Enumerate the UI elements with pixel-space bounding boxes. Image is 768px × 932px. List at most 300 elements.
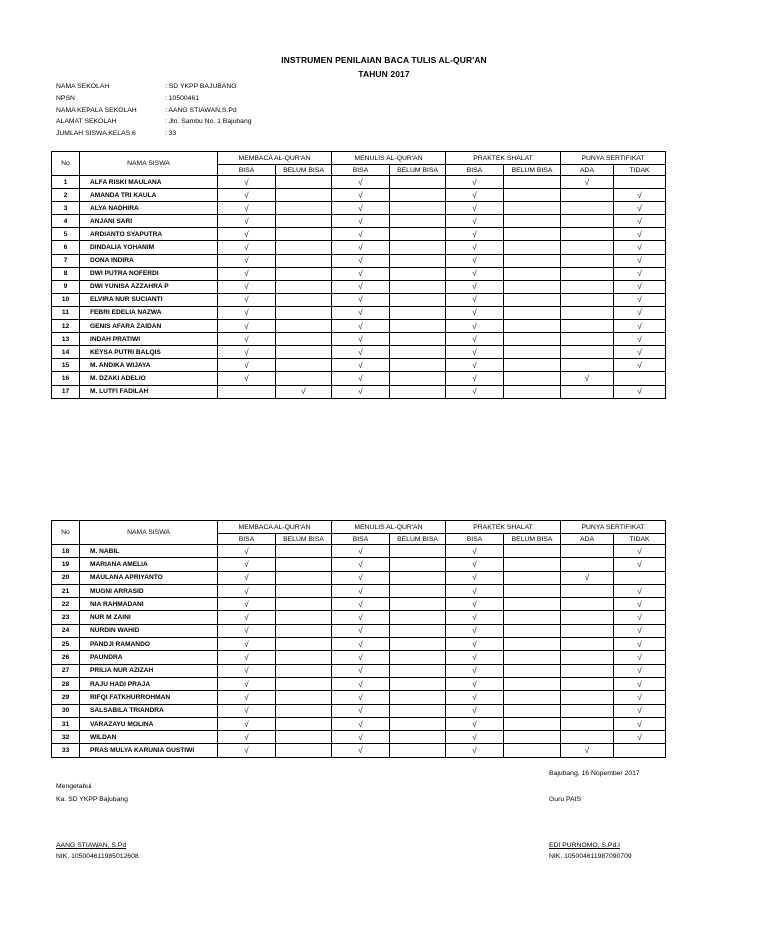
student-name: PRILIA NUR AZIZAH: [80, 664, 218, 677]
sub-header-belum-bisa: BELUM BISA: [504, 534, 561, 545]
student-number: 6: [52, 241, 80, 254]
check-mark-icon: √: [637, 559, 642, 569]
check-mark-icon: √: [358, 334, 363, 344]
mark-cell: [504, 677, 561, 690]
mark-cell: [504, 638, 561, 651]
check-mark-icon: √: [472, 347, 477, 357]
mark-cell: [504, 584, 561, 597]
check-mark-icon: √: [244, 295, 249, 305]
mark-cell: [390, 372, 446, 385]
mark-cell: [614, 545, 666, 558]
check-mark-icon: √: [637, 719, 642, 729]
mark-cell: [218, 333, 276, 346]
check-mark-icon: √: [358, 599, 363, 609]
student-row: [52, 346, 666, 359]
mark-cell: [390, 228, 446, 241]
mark-cell: [332, 691, 390, 704]
check-mark-icon: √: [244, 282, 249, 292]
mark-cell: [276, 215, 332, 228]
mark-cell: [218, 228, 276, 241]
mark-cell: [614, 254, 666, 267]
group-header-writing: MENULIS AL-QUR'AN: [332, 521, 446, 534]
mark-cell: [446, 638, 504, 651]
check-mark-icon: √: [358, 321, 363, 331]
student-name: INDAH PRATIWI: [80, 333, 218, 346]
mark-cell: [390, 638, 446, 651]
sub-header-bisa: BISA: [446, 534, 504, 545]
mark-cell: [276, 744, 332, 757]
mark-cell: [218, 545, 276, 558]
check-mark-icon: √: [637, 347, 642, 357]
mark-cell: [276, 691, 332, 704]
mark-cell: [332, 176, 390, 189]
mark-cell: [276, 254, 332, 267]
student-name: SALSABILA TRIANDRA: [80, 704, 218, 717]
student-number: 11: [52, 306, 80, 319]
mark-cell: [218, 241, 276, 254]
sub-header-bisa: BISA: [446, 165, 504, 176]
mark-cell: [332, 571, 390, 584]
check-mark-icon: √: [244, 732, 249, 742]
assessment-table-2: [51, 520, 666, 758]
mark-cell: [561, 691, 614, 704]
mark-cell: [390, 280, 446, 293]
mark-cell: [446, 744, 504, 757]
mark-cell: [276, 558, 332, 571]
check-mark-icon: √: [637, 334, 642, 344]
mark-cell: [504, 664, 561, 677]
student-number: 10: [52, 293, 80, 306]
sub-header-belum-bisa: BELUM BISA: [390, 534, 446, 545]
mark-cell: [614, 717, 666, 730]
mark-cell: [614, 624, 666, 637]
group-header-certificate: PUNYA SERTIFIKAT: [561, 152, 666, 165]
mark-cell: [561, 731, 614, 744]
student-name: DWI YUNISA AZZAHRA P: [80, 280, 218, 293]
mark-cell: [276, 333, 332, 346]
check-mark-icon: √: [358, 295, 363, 305]
mark-cell: [276, 306, 332, 319]
mark-cell: [218, 215, 276, 228]
check-mark-icon: √: [244, 706, 249, 716]
mark-cell: [614, 241, 666, 254]
student-row: [52, 584, 666, 597]
mark-cell: [218, 320, 276, 333]
mark-cell: [390, 254, 446, 267]
mark-cell: [218, 624, 276, 637]
student-number: 17: [52, 385, 80, 398]
mark-cell: [276, 293, 332, 306]
check-mark-icon: √: [472, 256, 477, 266]
student-name: GENIS AFARA ZAIDAN: [80, 320, 218, 333]
check-mark-icon: √: [472, 679, 477, 689]
student-name: M. LUTFI FADILAH: [80, 385, 218, 398]
check-mark-icon: √: [358, 746, 363, 756]
check-mark-icon: √: [472, 373, 477, 383]
mark-cell: [390, 611, 446, 624]
student-name: ALFA RISKI MAULANA: [80, 176, 218, 189]
mark-cell: [390, 664, 446, 677]
check-mark-icon: √: [584, 177, 590, 187]
mark-cell: [332, 215, 390, 228]
mark-cell: [390, 359, 446, 372]
student-row: [52, 293, 666, 306]
signature-date: Bajubang, 16 Nopember 2017: [549, 770, 640, 777]
mark-cell: [504, 385, 561, 398]
check-mark-icon: √: [637, 321, 642, 331]
right-signatory-nik: NIK. 105004611987090709: [549, 853, 632, 860]
mark-cell: [446, 624, 504, 637]
check-mark-icon: √: [637, 360, 642, 370]
mark-cell: [561, 372, 614, 385]
check-mark-icon: √: [358, 308, 363, 318]
check-mark-icon: √: [472, 559, 477, 569]
mark-cell: [614, 306, 666, 319]
mark-cell: [390, 385, 446, 398]
mark-cell: [390, 293, 446, 306]
check-mark-icon: √: [637, 308, 642, 318]
mark-cell: [446, 333, 504, 346]
student-row: [52, 176, 666, 189]
check-mark-icon: √: [244, 666, 249, 676]
student-number: 25: [52, 638, 80, 651]
check-mark-icon: √: [358, 256, 363, 266]
mark-cell: [332, 638, 390, 651]
student-number: 23: [52, 611, 80, 624]
info-value: : 33: [165, 130, 177, 138]
mark-cell: [561, 254, 614, 267]
mark-cell: [332, 189, 390, 202]
check-mark-icon: √: [358, 347, 363, 357]
check-mark-icon: √: [472, 243, 477, 253]
student-row: [52, 320, 666, 333]
mark-cell: [561, 385, 614, 398]
check-mark-icon: √: [358, 216, 363, 226]
mark-cell: [276, 677, 332, 690]
mark-cell: [614, 691, 666, 704]
mark-cell: [504, 359, 561, 372]
mark-cell: [504, 717, 561, 730]
student-name: RAJU HADI PRAJA: [80, 677, 218, 690]
sub-header-ada: ADA: [561, 534, 614, 545]
info-label: JUMLAH SISWA KELAS 6: [56, 130, 136, 138]
check-mark-icon: √: [472, 360, 477, 370]
check-mark-icon: √: [244, 626, 249, 636]
mark-cell: [276, 228, 332, 241]
mark-cell: [390, 202, 446, 215]
mark-cell: [332, 306, 390, 319]
student-row: [52, 651, 666, 664]
sub-header-tidak: TIDAK: [614, 534, 666, 545]
student-number: 7: [52, 254, 80, 267]
check-mark-icon: √: [472, 229, 477, 239]
mark-cell: [446, 359, 504, 372]
mark-cell: [614, 202, 666, 215]
check-mark-icon: √: [244, 229, 249, 239]
mark-cell: [504, 306, 561, 319]
check-mark-icon: √: [358, 243, 363, 253]
check-mark-icon: √: [244, 613, 249, 623]
mark-cell: [276, 664, 332, 677]
check-mark-icon: √: [244, 639, 249, 649]
mark-cell: [332, 228, 390, 241]
mark-cell: [614, 189, 666, 202]
check-mark-icon: √: [472, 216, 477, 226]
check-mark-icon: √: [358, 653, 363, 663]
student-name: M. NABIL: [80, 545, 218, 558]
mark-cell: [332, 267, 390, 280]
student-name: ELVIRA NUR SUCIANTI: [80, 293, 218, 306]
info-row-principal: [56, 105, 252, 117]
mark-cell: [390, 215, 446, 228]
mark-cell: [390, 571, 446, 584]
info-value: : Jln. Sambu No. 1 Bajubang: [165, 118, 252, 126]
mark-cell: [332, 598, 390, 611]
sub-header-bisa: BISA: [332, 165, 390, 176]
mark-cell: [218, 189, 276, 202]
sub-header-belum-bisa: BELUM BISA: [390, 165, 446, 176]
mark-cell: [446, 611, 504, 624]
mark-cell: [561, 320, 614, 333]
sub-header-belum-bisa: BELUM BISA: [276, 534, 332, 545]
student-row: [52, 333, 666, 346]
mark-cell: [332, 558, 390, 571]
student-row: [52, 372, 666, 385]
mark-cell: [218, 202, 276, 215]
mark-cell: [390, 598, 446, 611]
mark-cell: [614, 346, 666, 359]
mark-cell: [446, 241, 504, 254]
mark-cell: [446, 372, 504, 385]
document-year: TAHUN 2017: [358, 69, 410, 79]
mark-cell: [276, 704, 332, 717]
mark-cell: [561, 241, 614, 254]
mark-cell: [504, 202, 561, 215]
mark-cell: [446, 571, 504, 584]
check-mark-icon: √: [358, 626, 363, 636]
mark-cell: [561, 611, 614, 624]
mark-cell: [446, 267, 504, 280]
mark-cell: [561, 228, 614, 241]
check-mark-icon: √: [472, 282, 477, 292]
mark-cell: [276, 624, 332, 637]
column-header-name: NAMA SISWA: [80, 521, 218, 545]
mark-cell: [218, 744, 276, 757]
mark-cell: [390, 320, 446, 333]
header-row: [52, 521, 666, 534]
mark-cell: [218, 254, 276, 267]
mark-cell: [446, 704, 504, 717]
mark-cell: [218, 293, 276, 306]
mark-cell: [614, 385, 666, 398]
student-row: [52, 202, 666, 215]
student-row: [52, 611, 666, 624]
assessment-table-1: [51, 151, 666, 399]
student-row: [52, 241, 666, 254]
mark-cell: [446, 320, 504, 333]
mark-cell: [390, 346, 446, 359]
mark-cell: [561, 215, 614, 228]
check-mark-icon: √: [244, 360, 249, 370]
check-mark-icon: √: [637, 243, 642, 253]
check-mark-icon: √: [358, 586, 363, 596]
check-mark-icon: √: [637, 692, 642, 702]
mark-cell: [218, 677, 276, 690]
mark-cell: [614, 333, 666, 346]
student-number: 14: [52, 346, 80, 359]
mark-cell: [504, 293, 561, 306]
mark-cell: [561, 346, 614, 359]
mark-cell: [332, 333, 390, 346]
mark-cell: [332, 241, 390, 254]
mark-cell: [504, 176, 561, 189]
mark-cell: [218, 558, 276, 571]
student-row: [52, 717, 666, 730]
check-mark-icon: √: [637, 269, 642, 279]
mark-cell: [504, 571, 561, 584]
mark-cell: [390, 241, 446, 254]
mark-cell: [504, 215, 561, 228]
mark-cell: [561, 267, 614, 280]
mark-cell: [332, 744, 390, 757]
check-mark-icon: √: [244, 586, 249, 596]
group-header-certificate: PUNYA SERTIFIKAT: [561, 521, 666, 534]
sub-header-bisa: BISA: [218, 165, 276, 176]
mark-cell: [446, 346, 504, 359]
check-mark-icon: √: [244, 269, 249, 279]
mark-cell: [561, 638, 614, 651]
student-name: MARIANA AMELIA: [80, 558, 218, 571]
mark-cell: [504, 611, 561, 624]
mark-cell: [614, 176, 666, 189]
info-value: : 10500461: [165, 94, 200, 102]
mark-cell: [614, 677, 666, 690]
column-header-no: No: [52, 521, 80, 545]
mark-cell: [276, 372, 332, 385]
check-mark-icon: √: [358, 373, 363, 383]
header-row: [52, 152, 666, 165]
mark-cell: [446, 584, 504, 597]
check-mark-icon: √: [637, 732, 642, 742]
mark-cell: [218, 372, 276, 385]
mark-cell: [614, 215, 666, 228]
mark-cell: [332, 320, 390, 333]
mark-cell: [614, 228, 666, 241]
mark-cell: [446, 202, 504, 215]
mark-cell: [561, 176, 614, 189]
student-row: [52, 545, 666, 558]
check-mark-icon: √: [358, 229, 363, 239]
check-mark-icon: √: [637, 295, 642, 305]
mark-cell: [614, 744, 666, 757]
mark-cell: [614, 359, 666, 372]
check-mark-icon: √: [244, 203, 249, 213]
check-mark-icon: √: [244, 334, 249, 344]
mark-cell: [561, 202, 614, 215]
mark-cell: [332, 346, 390, 359]
mark-cell: [390, 717, 446, 730]
mark-cell: [504, 691, 561, 704]
mark-cell: [276, 359, 332, 372]
student-row: [52, 638, 666, 651]
mark-cell: [332, 293, 390, 306]
info-row-school-name: [56, 81, 252, 93]
student-name: RIFQI FATKHURROHMAN: [80, 691, 218, 704]
mark-cell: [561, 717, 614, 730]
column-header-no: No: [52, 152, 80, 176]
check-mark-icon: √: [358, 732, 363, 742]
check-mark-icon: √: [637, 203, 642, 213]
mark-cell: [446, 691, 504, 704]
student-number: 21: [52, 584, 80, 597]
mark-cell: [276, 598, 332, 611]
mark-cell: [218, 664, 276, 677]
check-mark-icon: √: [244, 256, 249, 266]
mark-cell: [332, 731, 390, 744]
group-header-reading: MEMBACA AL-QUR'AN: [218, 521, 332, 534]
student-name: DWI PUTRA NOFERDI: [80, 267, 218, 280]
right-signatory-role: Guru PAIS: [549, 796, 581, 803]
student-name: MAULANA APRIYANTO: [80, 571, 218, 584]
mark-cell: [504, 228, 561, 241]
check-mark-icon: √: [244, 719, 249, 729]
info-row-npsn: [56, 93, 252, 105]
mark-cell: [446, 545, 504, 558]
check-mark-icon: √: [244, 573, 249, 583]
mark-cell: [276, 280, 332, 293]
check-mark-icon: √: [637, 666, 642, 676]
mark-cell: [561, 677, 614, 690]
mark-cell: [332, 704, 390, 717]
check-mark-icon: √: [472, 639, 477, 649]
mark-cell: [390, 691, 446, 704]
mark-cell: [446, 306, 504, 319]
student-number: 8: [52, 267, 80, 280]
check-mark-icon: √: [244, 308, 249, 318]
student-name: PRAS MULYA KARUNIA GUSTIWI: [80, 744, 218, 757]
student-number: 3: [52, 202, 80, 215]
check-mark-icon: √: [244, 243, 249, 253]
mark-cell: [218, 598, 276, 611]
check-mark-icon: √: [637, 190, 642, 200]
student-row: [52, 744, 666, 757]
check-mark-icon: √: [472, 599, 477, 609]
mark-cell: [218, 611, 276, 624]
left-signatory-name: AANG STIAWAN, S.Pd: [56, 842, 127, 849]
sub-header-tidak: TIDAK: [614, 165, 666, 176]
mark-cell: [446, 254, 504, 267]
mark-cell: [332, 280, 390, 293]
student-row: [52, 215, 666, 228]
sub-header-bisa: BISA: [218, 534, 276, 545]
mark-cell: [446, 385, 504, 398]
mark-cell: [332, 385, 390, 398]
check-mark-icon: √: [472, 613, 477, 623]
student-name: NUR M ZAINI: [80, 611, 218, 624]
student-row: [52, 691, 666, 704]
mark-cell: [614, 651, 666, 664]
mark-cell: [504, 598, 561, 611]
check-mark-icon: √: [244, 190, 249, 200]
mark-cell: [614, 372, 666, 385]
check-mark-icon: √: [358, 559, 363, 569]
check-mark-icon: √: [244, 347, 249, 357]
mark-cell: [504, 254, 561, 267]
student-name: DINDALIA YOHANIM: [80, 241, 218, 254]
mark-cell: [390, 677, 446, 690]
check-mark-icon: √: [472, 746, 477, 756]
mark-cell: [561, 293, 614, 306]
